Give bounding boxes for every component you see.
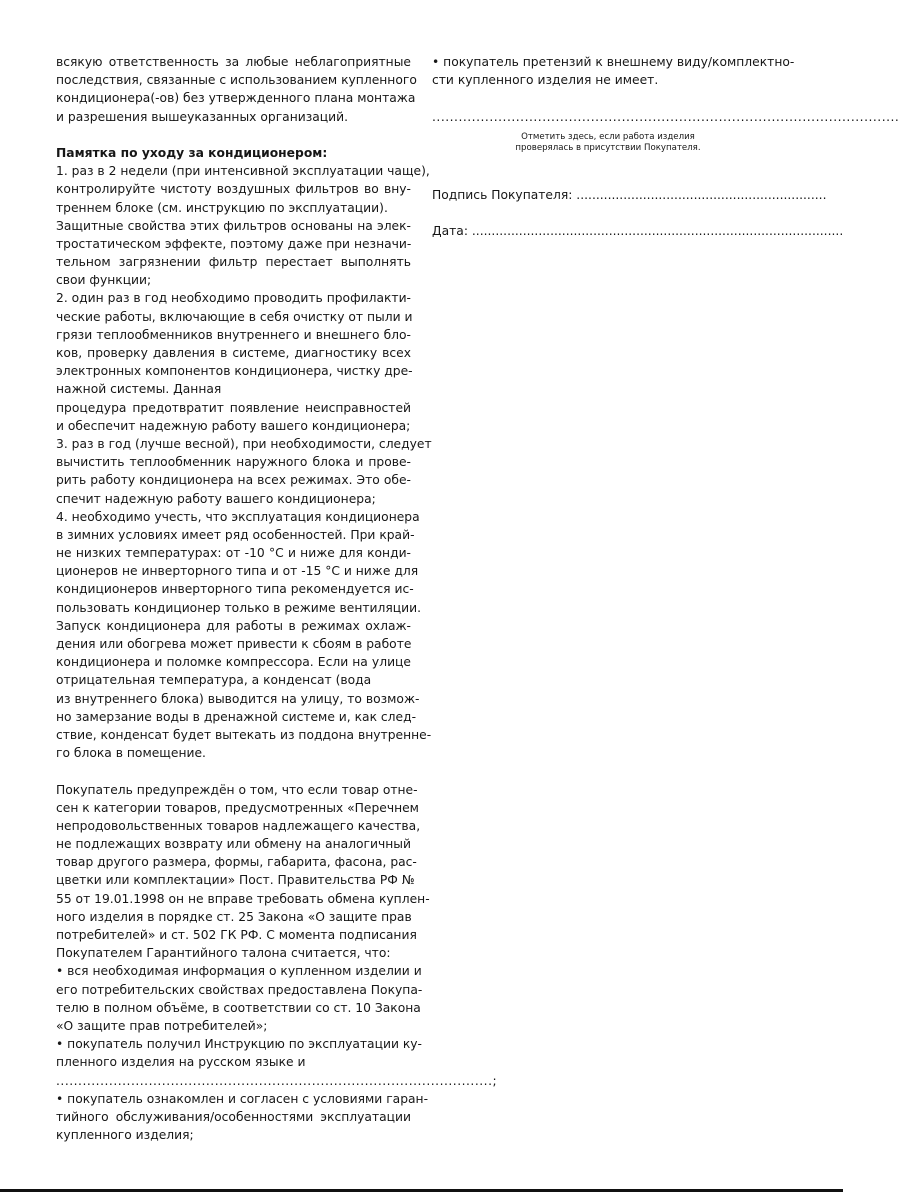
text-line: рить работу кондиционера на всех режимах. Это обе-	[56, 473, 411, 488]
care-section	[56, 162, 432, 762]
spacer	[432, 204, 782, 222]
text-line: цветки или комплектации» Пост. Правительства РФ №	[56, 873, 415, 888]
text-line: свои функции;	[56, 273, 152, 288]
text-line: ствие, конденсат будет вытекать из поддона внутренне-	[56, 727, 432, 742]
text-line: Защитные свойства этих фильтров основаны на элек-	[56, 218, 411, 233]
text-line: потребителей» и ст. 502 ГК РФ. С момента подписания	[56, 928, 417, 942]
text-line: Покупателем Гарантийного талона считается, что:	[56, 946, 391, 961]
spacer	[432, 89, 782, 107]
text-line: Запуск кондиционера для работы в режимах охлаж-	[56, 618, 411, 633]
left-column	[56, 53, 498, 1144]
check-note	[470, 132, 746, 155]
text-line: непродовольственных товаров надлежащего качества,	[56, 818, 421, 833]
buyer-section	[56, 781, 498, 1145]
date-field: Дата: ...............................................................................................	[432, 224, 844, 239]
care-heading: Памятка по уходу за кондиционером:	[56, 145, 328, 160]
right-column	[432, 53, 899, 241]
text-line: треннем блоке (см. инструкцию по эксплуатации).	[56, 200, 388, 215]
fill-in-dotted-line: ...................................................................................................;	[56, 1073, 498, 1088]
text-line: отрицательная температура, а конденсат (вода	[56, 673, 372, 688]
text-line: тростатическом эффекте, поэтому даже при незначи-	[56, 236, 412, 251]
text-line: ного изделия в порядке ст. 25 Закона «О защите прав	[56, 909, 412, 924]
text-line: 4. необходимо учесть, что эксплуатация кондиционера	[56, 509, 420, 524]
text-line: но замерзание воды в дренажной системе и, как след-	[56, 709, 417, 724]
text-line: в зимних условиях имеет ряд особенностей. При край-	[56, 527, 415, 542]
text-line: 3. раз в год (лучше весной), при необходимости, следует	[56, 436, 432, 451]
text-line: ков, проверку давления в системе, диагностику всех	[56, 346, 411, 360]
text-line: • покупатель претензий к внешнему виду/комплектно-	[432, 55, 795, 69]
text-line: го блока в помещение.	[56, 746, 206, 761]
check-note-line: проверялась в присутствии Покупателя.	[515, 143, 701, 154]
text-line: электронных компонентов кондиционера, чистку дре-	[56, 364, 413, 379]
text-line: контролируйте чистоту воздушных фильтров во вну-	[56, 182, 411, 197]
text-line: кондиционера и поломке компрессора. Если на улице	[56, 655, 411, 670]
text-line: 1. раз в 2 недели (при интенсивной эксплуатации чаще),	[56, 164, 430, 179]
spacer	[56, 762, 411, 780]
intro-paragraph	[56, 53, 417, 126]
text-line: 2. один раз в год необходимо проводить профилакти-	[56, 291, 411, 306]
text-line: всякую ответственность за любые неблагоприятные	[56, 55, 411, 69]
text-line: кондиционеров инверторного типа рекомендуется ис-	[56, 582, 414, 597]
text-line: сти купленного изделия не имеет.	[432, 73, 659, 88]
claim-paragraph	[432, 53, 795, 89]
text-line: сен к категории товаров, предусмотренных «Перечнем	[56, 800, 419, 815]
signature-field: Подпись Покупателя: ................................................................	[432, 187, 827, 202]
text-line: не подлежащих возврату или обмену на аналогичный	[56, 837, 411, 852]
text-line: купленного изделия;	[56, 1128, 194, 1143]
text-line: тельном загрязнении фильтр перестает выполнять	[56, 255, 411, 270]
text-line: спечит надежную работу вашего кондиционера;	[56, 491, 376, 506]
text-line: вычистить теплообменник наружного блока и прове-	[56, 455, 411, 470]
text-line: Покупатель предупреждён о том, что если товар отне-	[56, 782, 418, 797]
text-line: грязи теплообменников внутреннего и внешнего бло-	[56, 327, 411, 342]
spacer	[432, 155, 782, 186]
text-line: • покупатель ознакомлен и согласен с условиями гаран-	[56, 1091, 429, 1106]
text-line: пленного изделия на русском языке и	[56, 1055, 306, 1070]
text-line: 55 от 19.01.1998 он не вправе требовать обмена куплен-	[56, 891, 430, 906]
text-line: нажной системы. Данная	[56, 382, 222, 397]
text-line: телю в полном объёме, в соответствии со ст. 10 Закона	[56, 1000, 421, 1015]
text-line: не низких температурах: от -10 °С и ниже для конди-	[56, 546, 411, 561]
text-line: пользовать кондиционер только в режиме вентиляции.	[56, 600, 422, 615]
text-line: и обеспечит надежную работу вашего кондиционера;	[56, 418, 411, 433]
text-line: ческие работы, включающие в себя очистку от пыли и	[56, 309, 413, 324]
text-line: кондиционера(-ов) без утвержденного плана монтажа	[56, 91, 416, 106]
check-dotted-line: ..........................................................................................................	[432, 109, 899, 124]
text-line: и разрешения вышеуказанных организаций.	[56, 109, 349, 124]
text-line: из внутреннего блока) выводится на улицу, то возмож-	[56, 691, 420, 706]
text-line: последствия, связанные с использованием купленного	[56, 73, 417, 88]
check-note-line: Отметить здесь, если работа изделия	[521, 131, 695, 142]
text-line: товар другого размера, формы, габарита, фасона, рас-	[56, 855, 417, 870]
text-line: процедура предотвратит появление неисправностей	[56, 400, 411, 415]
text-line: дения или обогрева может привести к сбоям в работе	[56, 637, 412, 651]
text-line: его потребительских свойствах предоставлена Покупа-	[56, 982, 423, 997]
text-line: «О защите прав потребителей»;	[56, 1018, 268, 1033]
text-line: тийного обслуживания/особенностями эксплуатации	[56, 1109, 411, 1124]
text-line: ционеров не инверторного типа и от -15 °С и ниже для	[56, 564, 419, 579]
text-line: • покупатель получил Инструкцию по эксплуатации ку-	[56, 1037, 422, 1052]
text-line: • вся необходимая информация о купленном изделии и	[56, 964, 422, 979]
spacer	[56, 126, 411, 144]
